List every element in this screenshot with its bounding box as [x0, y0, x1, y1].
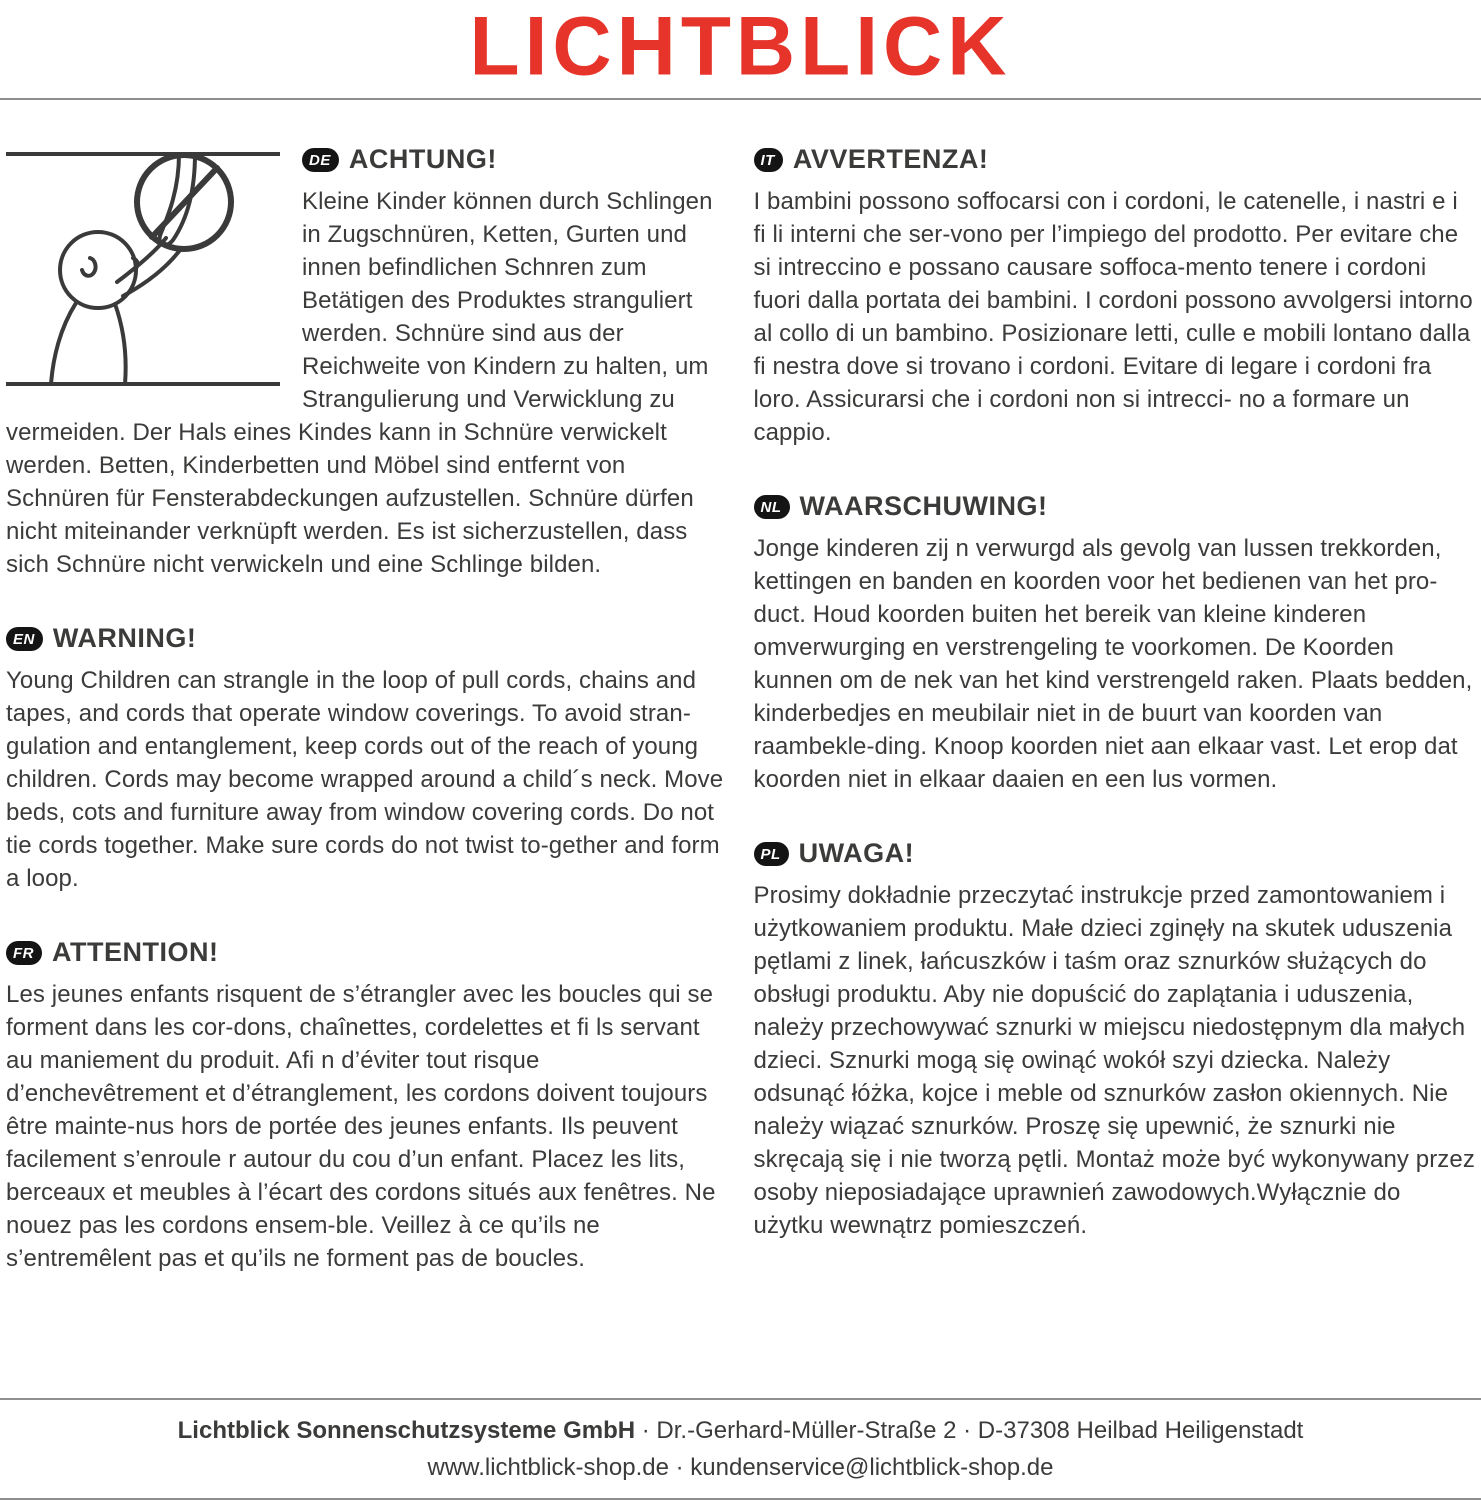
child-cord-warning-drawing	[6, 146, 280, 392]
section-body-de: Kleine Kinder können durch Schlingen in Zugschnüren, Ketten, Gurten und innen befindlichen Schnren zum Betätigen des Produktes stranguliert werden. Schnüre sind aus der Reichweite von Kindern zu halten, um Strangulierung und Verwicklung zu vermeiden. Der Hals eines Kindes kann in Schnüre verwickelt werden. Betten, Kinderbetten und Möbel sind entfernt von Schnüren für Fensterabdeckungen aufzustellen. Schnüre dürfen nicht miteinander verknüpft werden. Es ist sicherzustellen, dass sich Schnüre nicht verwickeln und eine Schlinge bilden.	[6, 188, 713, 578]
section-heading-fr	[6, 937, 728, 968]
child-cord-warning-illustration	[6, 146, 280, 392]
section-heading-pl	[754, 838, 1476, 869]
section-title-de: ACHTUNG!	[348, 144, 497, 174]
section-title-nl: WAARSCHUWING!	[799, 491, 1048, 521]
footer-text	[0, 1400, 1481, 1498]
section-title-fr: ATTENTION!	[52, 937, 219, 967]
header	[0, 0, 1481, 98]
section-body-en: Young Children can strangle in the loop of pull cords, chains and tapes, and cords that operate window coverings. To avoid stran-gulation and entanglement, keep cords out of the reach of young children. Cords may become wrapped around a child´s neck. Move beds, cots and furniture away from window covering cords. Do not tie cords together. Make sure cords do not twist to-gether and form a loop.	[6, 667, 724, 892]
section-fr	[6, 937, 728, 1275]
footer-contact-line: www.lichtblick-shop.de · kundenservice@lichtblick-shop.de	[427, 1454, 1054, 1481]
content-columns	[0, 100, 1481, 1398]
lang-badge-fr: FR	[6, 941, 42, 965]
lang-badge-nl: NL	[754, 495, 790, 519]
section-pl	[754, 838, 1476, 1242]
section-body-fr: Les jeunes enfants risquent de s’étrangler avec les boucles qui se forment dans les cor-dons, chaînettes, cordelettes et fi ls servant au maniement du produit. Afi n d’éviter tout risque d’enchevêtrement et d’étranglement, les cordons doivent toujours être mainte-nus hors de portée des jeunes enfants. Ils peuvent facilement s’enroule r autour du cou d’un enfant. Placez les lits, berceaux et meubles à l’écart des cordons situés aux fenêtres. Ne nouez pas les cordons ensem-ble. Veillez à ce qu’ils ne s’entremêlent pas et qu’ils ne forment pas de boucles.	[6, 981, 716, 1272]
footer-address: · Dr.-Gerhard-Müller-Straße 2 · D-37308 Heilbad Heiligenstadt	[635, 1417, 1304, 1444]
footer	[0, 1398, 1481, 1500]
right-column	[754, 144, 1476, 1242]
footer-company-name: Lichtblick Sonnenschutzsysteme GmbH	[177, 1417, 636, 1444]
brand-logo: LICHTBLICK	[469, 0, 1012, 93]
lang-badge-en: EN	[6, 627, 43, 651]
left-column	[6, 144, 728, 1275]
lang-badge-it: IT	[754, 148, 783, 172]
section-body-it: I bambini possono soffocarsi con i cordoni, le catenelle, i nastri e i fi li interni che ser-vono per l’impiego del prodotto. Per evitare che si intreccino e possano causare soffoca-mento tenere i cordoni fuori dalla portata dei bambini. I cordoni possono avvolgersi intorno al collo di un bambino. Posizionare letti, culle e mobili lontano dalla fi nestra dove si trovano i cordoni. Evitare di legare i cordoni fra loro. Assicurarsi che i cordoni non si intrecci- no a formare un cappio.	[753, 188, 1473, 446]
section-heading-it	[754, 144, 1476, 175]
section-en	[6, 623, 728, 895]
section-body-pl: Prosimy dokładnie przeczytać instrukcje przed zamontowaniem i użytkowaniem produktu. Małe dzieci zginęły na skutek uduszenia pętlami z linek, łańcuszków i taśm oraz sznurków służących do obsługi produktu. Aby nie dopuścić do zaplątania i uduszenia, należy przechowywać sznurki w miejscu niedostępnym dla małych dzieci. Sznurki mogą się owinąć wokół szyi dziecka. Należy odsunąć łóżka, kojce i meble od sznurków zasłon okiennych. Nie należy wiązać sznurków. Proszę się upewnić, że sznurki nie skręcają się i nie tworzą pętli. Montaż może być wykonywany przez osoby nieposiadające uprawnień zawodowych.Wyłącznie do użytku wewnątrz pomieszczeń.	[753, 882, 1475, 1239]
footer-company-line	[10, 1412, 1471, 1449]
section-it	[754, 144, 1476, 449]
section-heading-en	[6, 623, 728, 654]
section-title-en: WARNING!	[52, 623, 197, 653]
section-de	[6, 144, 728, 581]
section-title-it: AVVERTENZA!	[792, 144, 989, 174]
section-nl	[754, 491, 1476, 796]
section-body-nl: Jonge kinderen zij n verwurgd als gevolg van lussen trekkorden, kettingen en banden en koorden voor het bedienen van het pro-duct. Houd koorden buiten het bereik van kleine kinderen omverwurging en verstrengeling te voorkomen. De Koorden kunnen om de nek van het kind verstrengeld raken. Plaats bedden, kinderbedjes en meubilair niet in de buurt van koorden van raambekle-ding. Knoop koorden niet aan elkaar vast. Let erop dat koorden niet in elkaar daaien en een lus vormen.	[753, 535, 1473, 793]
section-title-pl: UWAGA!	[798, 838, 915, 868]
lang-badge-de: DE	[302, 148, 339, 172]
lang-badge-pl: PL	[754, 842, 789, 866]
section-heading-nl	[754, 491, 1476, 522]
